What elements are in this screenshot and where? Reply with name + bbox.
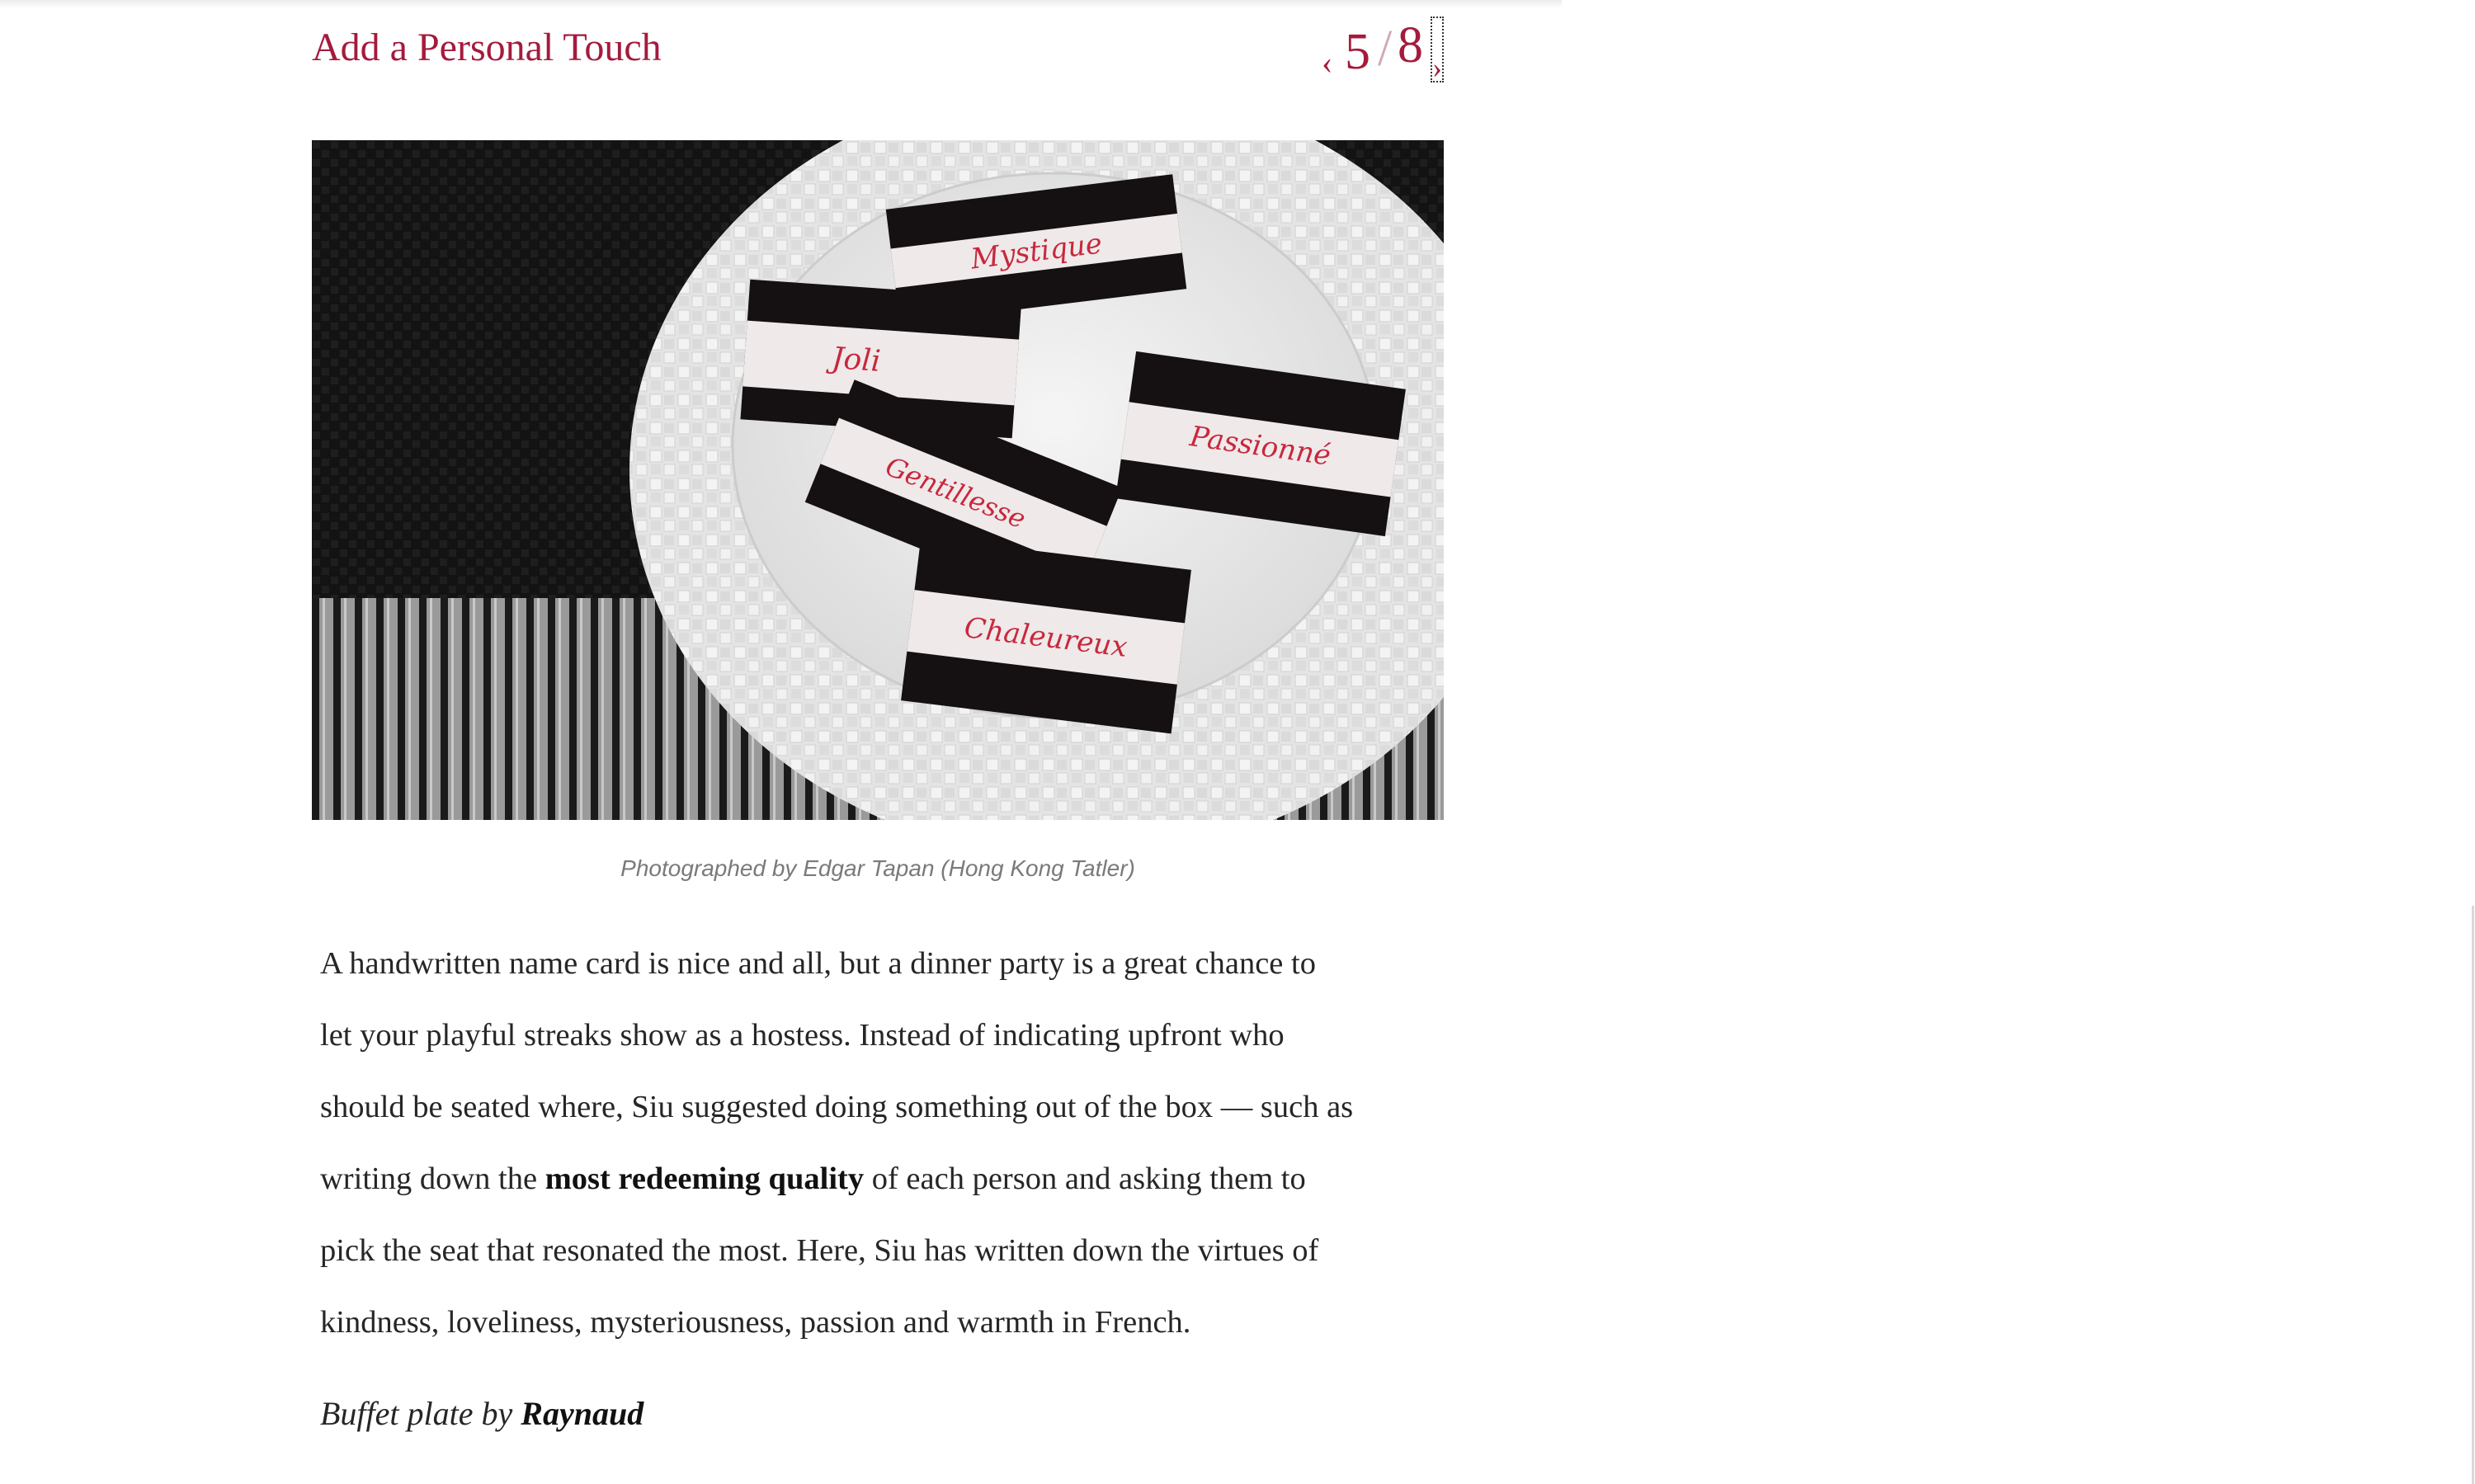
current-slide-number: 5	[1345, 24, 1370, 80]
highlight-text: most redeeming quality	[544, 1161, 865, 1196]
article-line: let your playful streaks show as a hostess. Instead of indicating upfront who	[320, 1018, 1285, 1053]
card-label: Chaleureux	[962, 611, 1129, 664]
scrollbar-edge	[2472, 906, 2474, 1484]
card-label: Joli	[830, 341, 882, 379]
card-label: Passionné	[1187, 420, 1333, 473]
photo-caption: Photographed by Edgar Tapan (Hong Kong Tatler)	[620, 855, 1135, 881]
previous-slide-button[interactable]: ‹	[1322, 44, 1333, 81]
article-line: A handwritten name card is nice and all, but a dinner party is a great chance to	[320, 946, 1316, 981]
card-chaleureux	[901, 537, 1191, 734]
product-credit	[320, 1394, 644, 1433]
card-label: Gentillesse	[881, 450, 1030, 535]
article-line: kindness, loveliness, mysteriousness, passion and warmth in French.	[320, 1305, 1191, 1340]
credit-brand: Raynaud	[521, 1395, 644, 1432]
card-label: Mystique	[969, 227, 1105, 276]
article-line: should be seated where, Siu suggested doing something out of the box — such as	[320, 1090, 1354, 1124]
pager-separator: /	[1378, 21, 1393, 77]
article-line: writing down the most redeeming quality of each person and asking them to	[320, 1161, 1306, 1196]
top-edge-shadow	[0, 0, 1562, 8]
article-body	[320, 928, 1475, 1359]
slide-title: Add a Personal Touch	[312, 26, 662, 69]
place-cards-photo	[312, 140, 1444, 820]
credit-prefix: Buffet plate by	[320, 1395, 521, 1432]
article-line: pick the seat that resonated the most. Here, Siu has written down the virtues of	[320, 1233, 1319, 1268]
next-slide-button[interactable]: ›	[1431, 16, 1444, 82]
slide-pager	[1313, 15, 1450, 86]
total-slides: 8	[1398, 17, 1423, 73]
